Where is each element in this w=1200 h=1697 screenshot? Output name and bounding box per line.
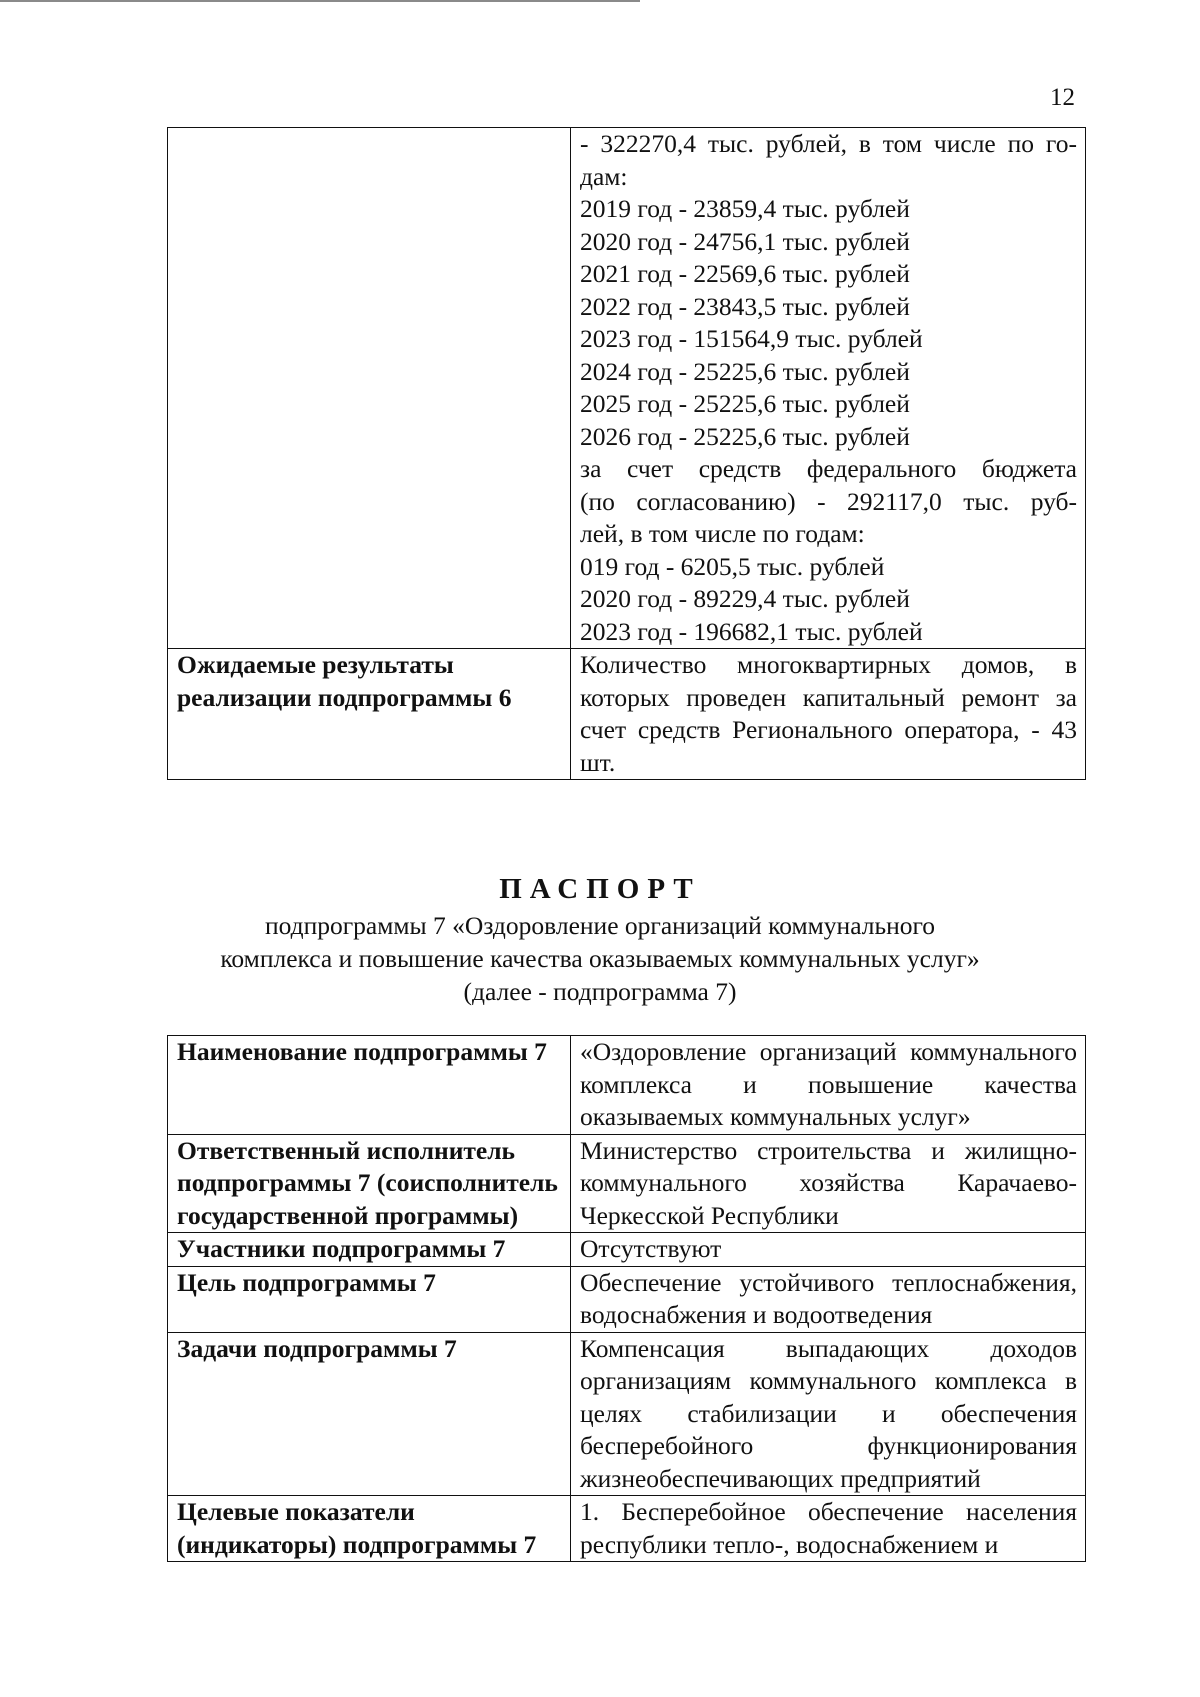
funding-line: 2023 год - 151564,9 тыс. рублей bbox=[580, 324, 923, 353]
funding-line: 2019 год - 23859,4 тыс. рублей bbox=[580, 194, 910, 223]
row-value: Обеспечение устойчивого теплоснабжения, водоснабжения и водоотведения bbox=[571, 1266, 1086, 1332]
funding-line: 2020 год - 89229,4 тыс. рублей bbox=[580, 584, 910, 613]
table-row bbox=[168, 1332, 1086, 1496]
funding-cell bbox=[571, 128, 1086, 649]
table-row bbox=[168, 1134, 1086, 1233]
funding-table bbox=[167, 127, 1086, 780]
funding-line: 2022 год - 23843,5 тыс. рублей bbox=[580, 291, 910, 321]
passport-title: ПАСПОРТ bbox=[499, 873, 701, 905]
funding-line: за счет средств федерального бюджета bbox=[580, 454, 1077, 483]
row-label: Цель подпрограммы 7 bbox=[168, 1266, 571, 1332]
scan-edge-line bbox=[0, 0, 640, 2]
table-row bbox=[168, 1233, 1086, 1267]
funding-line: 019 год - 6205,5 тыс. рублей bbox=[580, 551, 885, 581]
results-value: Количество многоквартирных домов, в которых проведен капитальный ремонт за счет средств Регионального оператора, - 43 шт. bbox=[571, 649, 1086, 780]
funding-line: 2026 год - 25225,6 тыс. рублей bbox=[580, 421, 910, 451]
passport-table bbox=[167, 1035, 1086, 1562]
table-row bbox=[168, 1036, 1086, 1135]
table-row bbox=[168, 1496, 1086, 1562]
table-row bbox=[168, 128, 1086, 649]
table-row bbox=[168, 1266, 1086, 1332]
row-value: Отсутствуют bbox=[571, 1233, 1086, 1267]
subtitle-line: подпрограммы 7 «Оздоровление организаций коммунального bbox=[264, 911, 936, 940]
row-label: Наименование подпрограммы 7 bbox=[168, 1036, 571, 1135]
funding-line: 2024 год - 25225,6 тыс. рублей bbox=[580, 356, 910, 386]
subtitle-line: комплекса и повышение качества оказываемых коммунальных услуг» bbox=[220, 944, 980, 973]
empty-label-cell bbox=[168, 128, 571, 649]
row-value: 1. Бесперебойное обеспечение населения республики тепло-, водоснабжением и bbox=[571, 1496, 1086, 1562]
funding-line: дам: bbox=[580, 161, 628, 191]
funding-line: 2021 год - 22569,6 тыс. рублей bbox=[580, 259, 910, 288]
funding-line: 2025 год - 25225,6 тыс. рублей bbox=[580, 389, 910, 418]
funding-line: 2020 год - 24756,1 тыс. рублей bbox=[580, 226, 910, 256]
funding-line: лей, в том числе по годам: bbox=[580, 519, 865, 548]
subtitle-line: (далее - подпрограмма 7) bbox=[463, 977, 737, 1006]
funding-line: - 322270,4 тыс. рублей, в том числе по го- bbox=[580, 129, 1077, 158]
results-label: Ожидаемые результаты реализации подпрограммы 6 bbox=[168, 649, 571, 780]
row-label: Задачи подпрограммы 7 bbox=[168, 1332, 571, 1496]
page-number: 12 bbox=[1050, 84, 1075, 111]
passport-subtitle bbox=[0, 909, 1200, 1008]
row-label: Целевые показатели (индикаторы) подпрограммы 7 bbox=[168, 1496, 571, 1562]
funding-line: 2023 год - 196682,1 тыс. рублей bbox=[580, 616, 923, 646]
row-value: «Оздоровление организаций коммунального комплекса и повышение качества оказываемых коммунальных услуг» bbox=[571, 1036, 1086, 1135]
table-row bbox=[168, 649, 1086, 780]
row-value: Компенсация выпадающих доходов организациям коммунального комплекса в целях стабилизации и обеспечения бесперебойного функционирования жизнеобеспечивающих предприятий bbox=[571, 1332, 1086, 1496]
funding-line: (по согласованию) - 292117,0 тыс. руб- bbox=[580, 486, 1077, 516]
row-label: Ответственный исполнитель подпрограммы 7 (соисполнитель государственной программы) bbox=[168, 1134, 571, 1233]
row-label: Участники подпрограммы 7 bbox=[168, 1233, 571, 1267]
row-value: Министерство строительства и жилищно-коммунального хозяйства Карачаево-Черкесской Республики bbox=[571, 1134, 1086, 1233]
